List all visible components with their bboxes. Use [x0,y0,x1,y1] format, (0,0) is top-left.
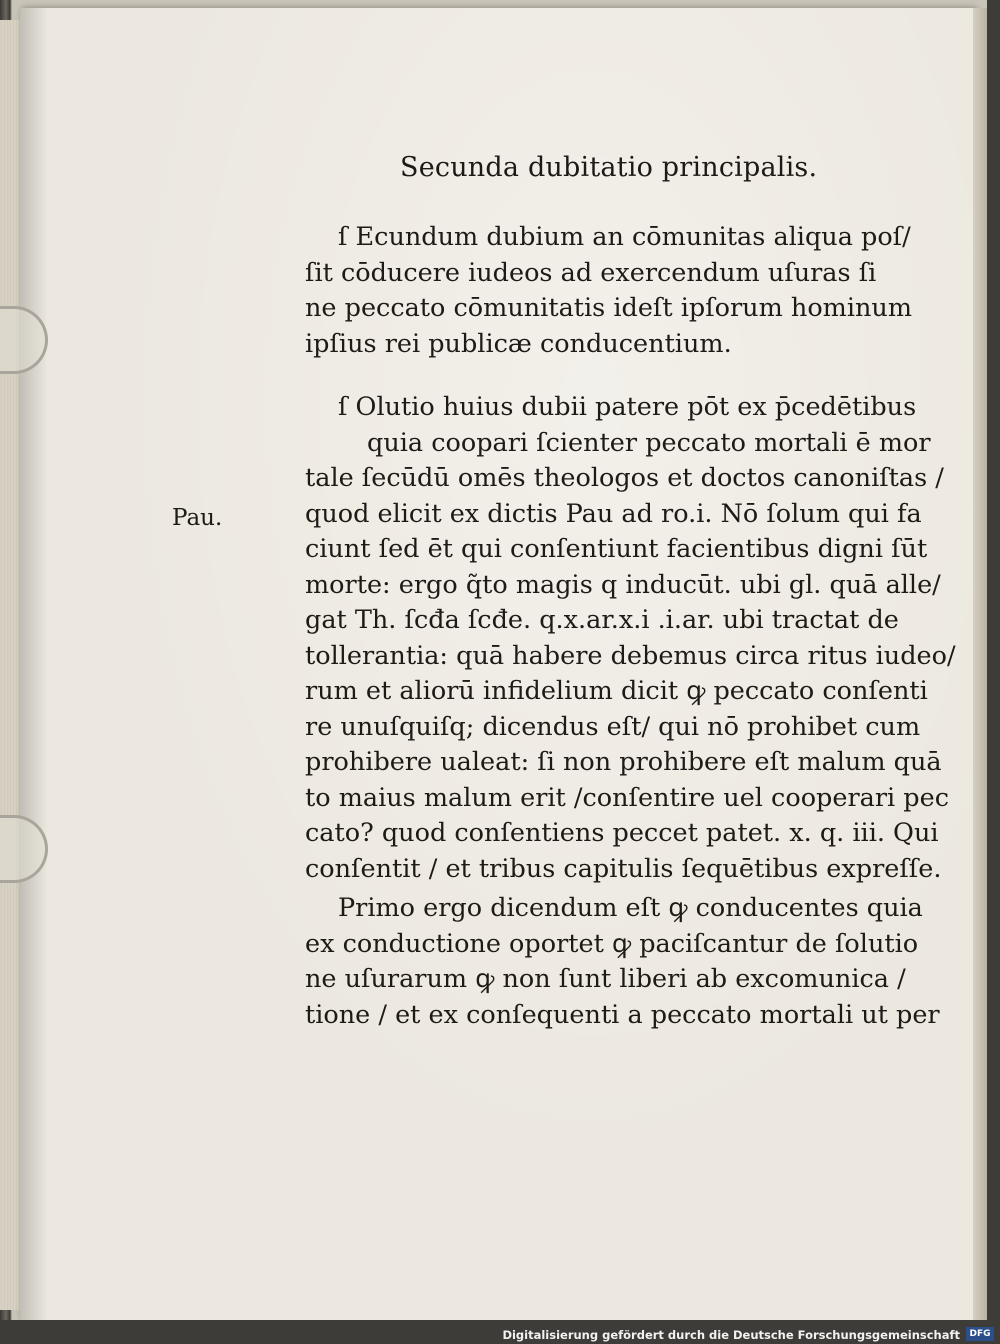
text-line: ſ Ecundum dubium an cōmunitas aliqua poſ/ [338,222,911,252]
text-line: ne peccato cōmunitatis ideſt ipſorum hominum [305,293,913,323]
text-line: gat Th. ſcđa ſcđe. q.x.ar.x.i .i.ar. ubi tractat de [305,605,899,635]
text-line: tollerantia: quā habere debemus circa ritus iudeo/ [305,640,956,671]
dfg-logo-icon: DFG [966,1327,994,1341]
digitization-credit: Digitalisierung gefördert durch die Deutsche Forschungsgemeinschaft [502,1328,960,1342]
text-line: ciunt ſed ēt qui conſentiunt facientibus digni ſūt [305,534,928,564]
text-line: prohibere ualeat: ſi non prohibere eſt malum quā [305,747,942,777]
text-line: morte: ergo q̃to magis q inducūt. ubi gl. quā alle/ [305,569,941,600]
body-text [305,220,956,1033]
page-right-edge [973,8,987,1320]
text-line: ipſius rei publicæ conducentium. [305,328,732,359]
text-line: rum et aliorū infidelium dicit ꝙ peccato conſenti [305,676,928,706]
text-line: quod elicit ex dictis Pau ad ro.i. Nō ſolum qui fa [305,498,922,529]
text-line: tale ſecūdū omēs theologos et doctos canoniſtas / [305,463,944,493]
right-border [987,0,1000,1344]
text-line: ne uſurarum ꝙ non ſunt liberi ab excomunica / [305,964,906,994]
text-line: cato? quod conſentiens peccet patet. x. q. iii. Qui [305,818,939,848]
text-line: quia coopari ſcienter peccato mortali ē mor [367,427,931,458]
text-line: to maius malum erit /conſentire uel cooperari pec [305,782,949,813]
text-line: tione / et ex conſequenti a peccato mortali ut per [305,999,940,1030]
text-line: Primo ergo dicendum eſt ꝙ conducentes quia [338,893,923,923]
text-line: ſ Olutio huius dubii patere pōt ex p̄cedētibus [338,392,917,422]
text-line: conſentit / et tribus capitulis ſequētibus expreſſe. [305,853,942,884]
text-line: ex conductione oportet ꝙ paciſcantur de ſolutio [305,928,919,959]
text-line: ſit cōducere iudeos ad exercendum uſuras ſi [305,257,877,288]
section-heading: Secunda dubitatio principalis. [400,152,818,183]
text-line: re unuſquiſq; dicendus eſt/ qui nō prohibet cum [305,711,921,742]
margin-note: Pau. [172,505,223,531]
